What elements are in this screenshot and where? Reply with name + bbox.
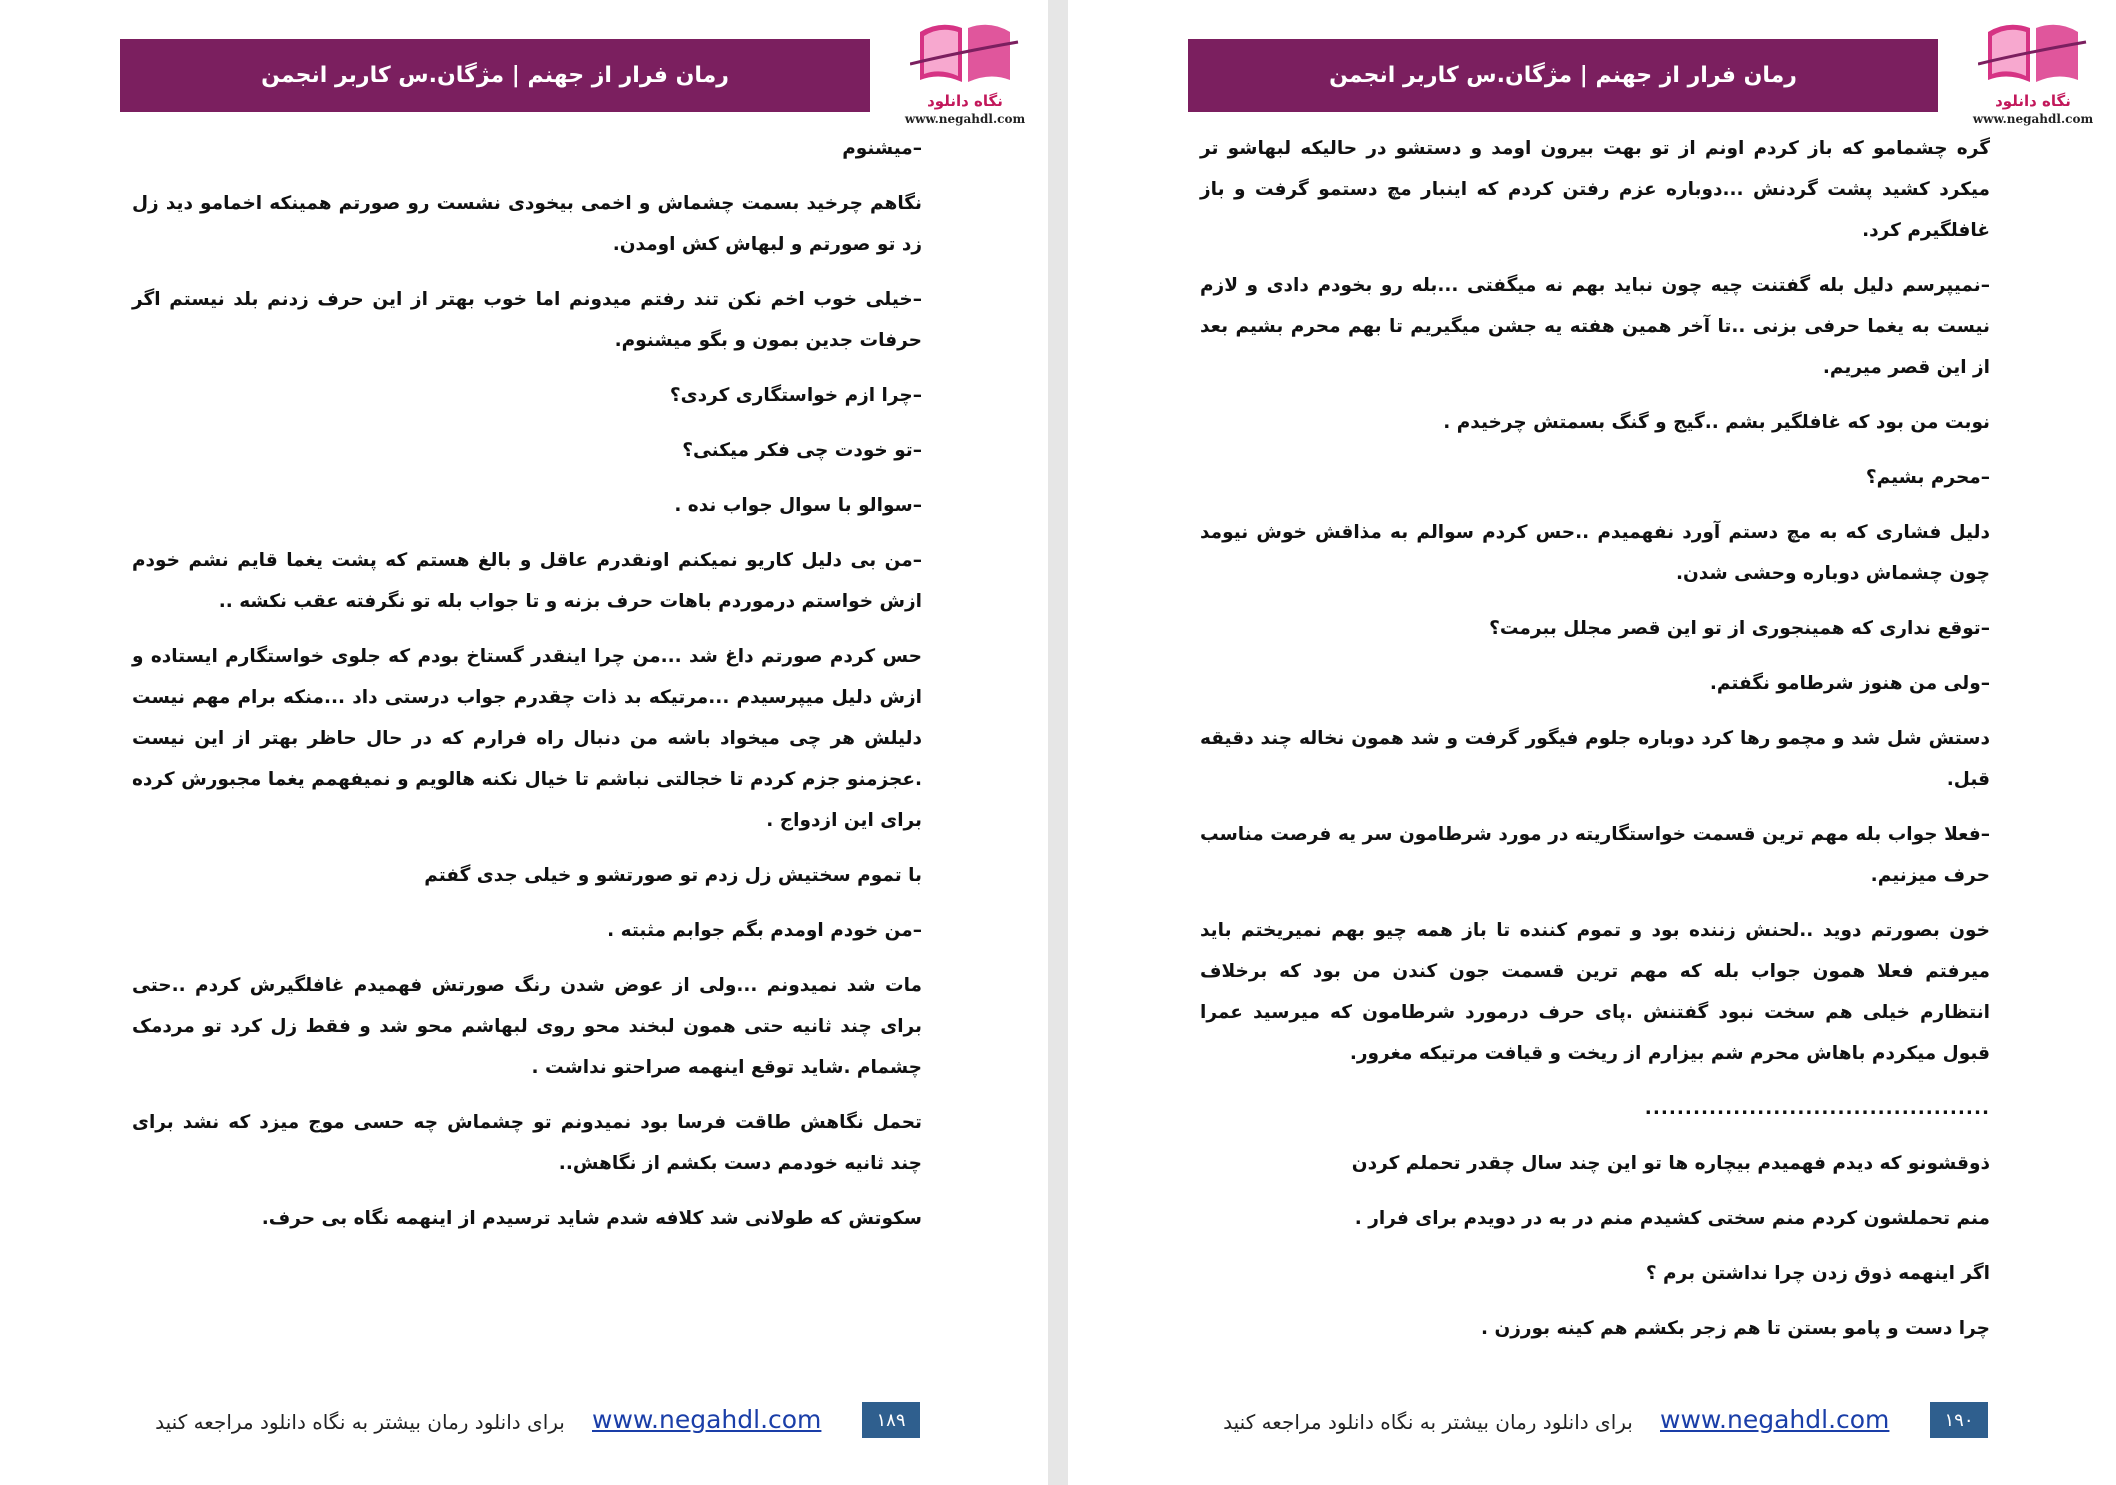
paragraph: اگر اینهمه ذوق زدن چرا نداشتن برم ؟ [1645, 1263, 1990, 1284]
paragraph: –محرم بشیم؟ [1865, 467, 1990, 488]
paragraph: نگاهم چرخید بسمت چشماش و اخمی بیخودی نشست رو صورتم همینکه اخمامو دید زل زد تو صورتم و لبهاش کش اومدن. [132, 193, 922, 255]
footer [0, 1398, 1048, 1458]
page-right [1068, 0, 2116, 1485]
paragraph: ذوقشونو که دیدم فهمیدم بیچاره ها تو این چند سال چقدر تحملم کردن [1351, 1153, 1990, 1174]
header-title: رمان فرار از جهنم | مژگان.س کاربر انجمن [261, 63, 729, 88]
paragraph: –من بی دلیل کاریو نمیکنم اونقدرم عاقل و بالغ هستم که پشت یغما قایم نشم خودم ازش خواستم درموردم باهات حرف بزنه و تا جواب بله تو نگرفته عقب نکشه .. [132, 550, 922, 612]
paragraph: –تو خودت چی فکر میکنی؟ [682, 440, 922, 461]
paragraph: چرا دست و پامو بستن تا هم زجر بکشم هم کینه بورزن . [1481, 1318, 1990, 1339]
footer-text: برای دانلود رمان بیشتر به نگاه دانلود مراجعه کنید [1223, 1410, 1633, 1434]
paragraph: خون بصورتم دوید ..لحنش زننده بود و تموم کننده تا باز همه چیو بهم نمیریختم باید میرفتم فعلا همون جواب بله که مهم ترین قسمت جون کندن من بود که برخلاف انتظارم خیلی هم سخت نبود گفتنش .پای حرف درمورد شرطامون که میرسید عمرا قبول میکردم باهاش محرم شم بیزارم از ریخت و قیافت مرتیکه مغرور. [1200, 920, 1990, 1064]
logo-text: نگاه دانلود [927, 92, 1003, 110]
paragraph: تحمل نگاهش طاقت فرسا بود نمیدونم تو چشماش چه حسی موج میزد که نشد برای چند ثانیه خودمم دست بکشم از نگاهش.. [132, 1112, 922, 1174]
footer [1068, 1398, 2116, 1458]
book-logo-icon [1978, 12, 2088, 92]
logo-text: نگاه دانلود [1995, 92, 2071, 110]
page-body [1200, 128, 1990, 1363]
footer-text: برای دانلود رمان بیشتر به نگاه دانلود مراجعه کنید [155, 1410, 565, 1434]
footer-link[interactable]: www.negahdl.com [592, 1405, 822, 1434]
paragraph: –خیلی خوب اخم نکن تند رفتم میدونم اما خوب بهتر از این حرف زدنم بلد نیستم اگر حرفات جدین بمون و بگو میشنوم. [132, 289, 922, 351]
logo [1958, 12, 2108, 132]
paragraph: دلیل فشاری که به مچ دستم آورد نفهمیدم ..حس کردم سوالم به مذاقش خوش نیومد چون چشماش دوباره وحشی شدن. [1200, 522, 1990, 584]
page-left [0, 0, 1048, 1485]
logo-url[interactable]: www.negahdl.com [904, 112, 1026, 126]
footer-link[interactable]: www.negahdl.com [1660, 1405, 1890, 1434]
paragraph: با تموم سختیش زل زدم تو صورتشو و خیلی جدی گفتم [424, 865, 922, 886]
paragraph: –نمیپرسم دلیل بله گفتنت چیه چون نباید بهم نه میگفتی ...بله رو بخودم دادی و لازم نیست به یغما حرفی بزنی ..تا آخر همین هفته یه جشن میگیریم تا بهم محرم بشیم بعد از این قصر میریم. [1200, 275, 1990, 378]
logo [890, 12, 1040, 132]
paragraph: –توقع نداری که همینجوری از تو این قصر مجلل ببرمت؟ [1489, 618, 1990, 639]
paragraph: منم تحملشون کردم منم سختی کشیدم منم در به در دویدم برای فرار . [1354, 1208, 1990, 1229]
header-bar [120, 39, 870, 112]
separator-dots: ........................................... [1644, 1098, 1990, 1119]
paragraph: –من خودم اومدم بگم جوابم مثبته . [607, 920, 922, 941]
paragraph: سکوتش که طولانی شد کلافه شدم شاید ترسیدم از اینهمه نگاه بی حرف. [261, 1208, 922, 1229]
paragraph: –ولی من هنوز شرطامو نگفتم. [1709, 673, 1990, 694]
header-title: رمان فرار از جهنم | مژگان.س کاربر انجمن [1329, 63, 1797, 88]
paragraph: نوبت من بود که غافلگیر بشم ..گیج و گنگ بسمتش چرخیدم . [1443, 412, 1990, 433]
paragraph: گره چشمامو که باز کردم اونم از تو بهت بیرون اومد و دستشو در حالیکه لبهاشو تر میکرد کشید پشت گردنش ...دوباره عزم رفتن کردم که اینبار مچ دستمو گرفت و باز غافلگیرم کرد. [1200, 138, 1990, 241]
paragraph: حس کردم صورتم داغ شد ...من چرا اینقدر گستاخ بودم که جلوی خواستگارم ایستاده و ازش دلیل میپرسیدم ...مرتیکه بد ذات چقدرم جواب درستی داد ...منکه برام مهم نیست دلیلش هر چی میخواد باشه من دنبال راه فرارم که در حال حاظر بهتر از این نیست .عجزمنو جزم کردم تا خجالتی نباشم تا خیال نکنه هالویم و نمیفهمم یغما مجبورش کرده برای این ازدواج . [132, 646, 922, 831]
paragraph: مات شد نمیدونم ...ولی از عوض شدن رنگ صورتش فهمیدم غافلگیرش کردم ..حتی برای چند ثانیه حتی همون لبخند محو روی لبهاشم محو شد و فقط زل کرد تو مردمک چشمام .شاید توقع اینهمه صراحتو نداشت . [132, 975, 922, 1078]
paragraph: –میشنوم [842, 138, 922, 159]
logo-url[interactable]: www.negahdl.com [1972, 112, 2094, 126]
page-body [132, 128, 922, 1253]
page-number: ۱۸۹ [862, 1402, 920, 1438]
page-number: ۱۹۰ [1930, 1402, 1988, 1438]
paragraph: –چرا ازم خواستگاری کردی؟ [669, 385, 922, 406]
paragraph: دستش شل شد و مچمو رها کرد دوباره جلوم فیگور گرفت و شد همون نخاله چند دقیقه قبل. [1200, 728, 1990, 790]
paragraph: –فعلا جواب بله مهم ترین قسمت خواستگاریته در مورد شرطامون سر یه فرصت مناسب حرف میزنیم. [1200, 824, 1990, 886]
book-logo-icon [910, 12, 1020, 92]
paragraph: –سوالو با سوال جواب نده . [674, 495, 922, 516]
header-bar [1188, 39, 1938, 112]
